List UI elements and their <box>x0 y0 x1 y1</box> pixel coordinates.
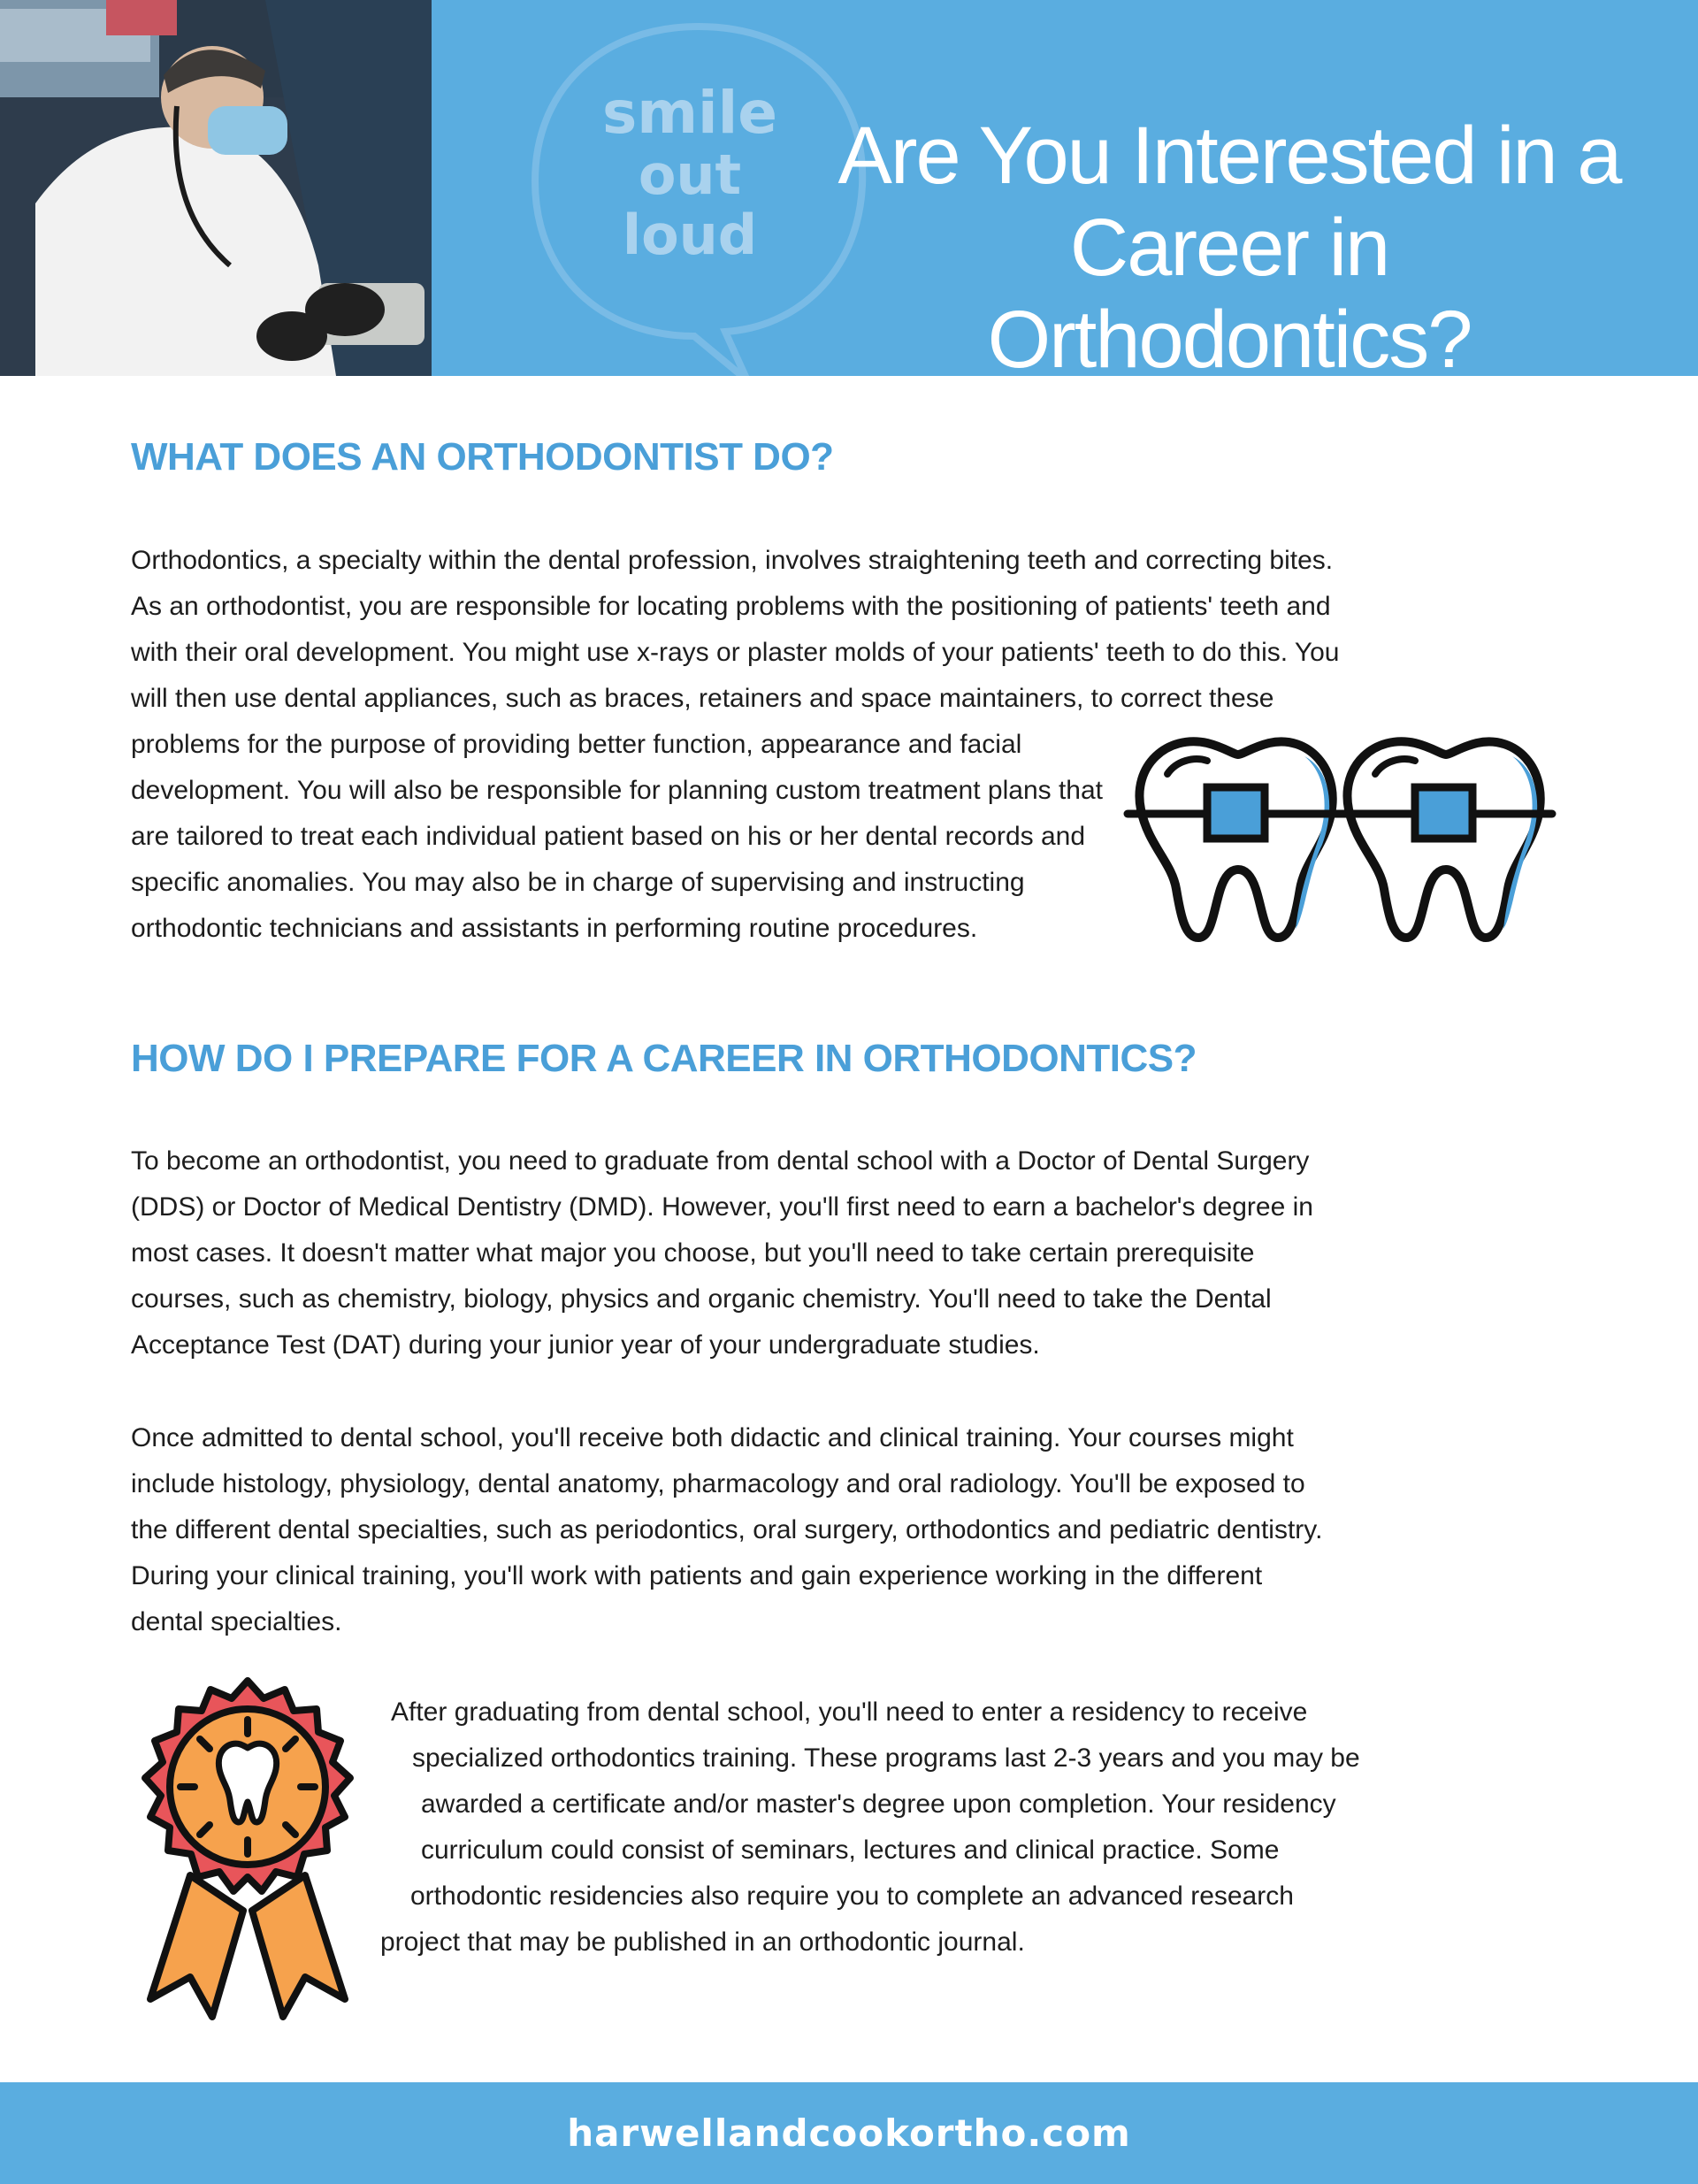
website-link[interactable]: harwellandcookortho.com <box>567 2111 1131 2155</box>
page-title-line1: Are You Interested in a <box>838 111 1621 201</box>
braces-teeth-icon <box>1123 721 1556 951</box>
paragraph-line: specific anomalies. You may also be in charge of supervising and instructing <box>131 868 1025 897</box>
orthodontist-photo <box>0 0 432 376</box>
page-title <box>822 110 1636 376</box>
paragraph-line: As an orthodontist, you are responsible for locating problems with the positioning of patients' teeth and <box>131 592 1331 621</box>
paragraph-line: are tailored to treat each individual patient based on his or her dental records and <box>131 822 1086 851</box>
paragraph-line: awarded a certificate and/or master's degree upon completion. Your residency <box>421 1789 1336 1819</box>
paragraph-line: development. You will also be responsible for planning custom treatment plans that <box>131 776 1103 805</box>
logo-line-loud: loud <box>622 203 758 267</box>
paragraph-line: dental specialties. <box>131 1607 342 1636</box>
paragraph-line: the different dental specialties, such as periodontics, oral surgery, orthodontics and pediatric dentistry. <box>131 1515 1323 1544</box>
section2-paragraph-2 <box>131 1415 1322 1645</box>
section-heading-how-prepare: HOW DO I PREPARE FOR A CAREER IN ORTHODONTICS? <box>131 1037 1197 1080</box>
logo-text <box>593 79 787 267</box>
paragraph-line: orthodontic technicians and assistants in performing routine procedures. <box>131 914 978 943</box>
paragraph-line: project that may be published in an orthodontic journal. <box>380 1927 1025 1957</box>
section-heading-what-does: WHAT DOES AN ORTHODONTIST DO? <box>131 435 834 479</box>
paragraph-line: curriculum could consist of seminars, lectures and clinical practice. Some <box>421 1835 1280 1865</box>
paragraph-line: Acceptance Test (DAT) during your junior year of your undergraduate studies. <box>131 1330 1040 1360</box>
paragraph-line: (DDS) or Doctor of Medical Dentistry (DMD). However, you'll first need to earn a bachelor's degree in <box>131 1192 1313 1222</box>
paragraph-line: with their oral development. You might use x-rays or plaster molds of your patients' teeth to do this. You <box>131 638 1340 667</box>
footer-bar <box>0 2082 1698 2184</box>
paragraph-line: Orthodontics, a specialty within the dental profession, involves straightening teeth and correcting bites. <box>131 546 1334 575</box>
paragraph-line: After graduating from dental school, you'll need to enter a residency to receive <box>391 1697 1308 1727</box>
logo-line-smile: smile <box>601 79 778 147</box>
page-title-line2: Career in Orthodontics? <box>987 203 1472 376</box>
paragraph-line: will then use dental appliances, such as braces, retainers and space maintainers, to correct these <box>131 684 1274 713</box>
section2-paragraph-3 <box>380 1690 1360 1966</box>
paragraph-line: specialized orthodontics training. These programs last 2-3 years and you may be <box>412 1743 1360 1773</box>
paragraph-line: To become an orthodontist, you need to graduate from dental school with a Doctor of Dental Surgery <box>131 1146 1310 1176</box>
paragraph-line: courses, such as chemistry, biology, physics and organic chemistry. You'll need to take the Dental <box>131 1284 1272 1314</box>
paragraph-line: most cases. It doesn't matter what major you choose, but you'll need to take certain prerequisite <box>131 1238 1255 1268</box>
paragraph-line: orthodontic residencies also require you to complete an advanced research <box>410 1881 1294 1911</box>
paragraph-line: include histology, physiology, dental anatomy, pharmacology and oral radiology. You'll be exposed to <box>131 1469 1305 1498</box>
section2-paragraph-1 <box>131 1138 1313 1368</box>
paragraph-line: problems for the purpose of providing better function, appearance and facial <box>131 730 1022 759</box>
header-banner <box>0 0 1698 376</box>
logo-line-out: out <box>638 142 742 207</box>
paragraph-line: During your clinical training, you'll work with patients and gain experience working in the different <box>131 1561 1263 1590</box>
award-ribbon-icon <box>124 1672 371 2026</box>
paragraph-line: Once admitted to dental school, you'll receive both didactic and clinical training. Your courses might <box>131 1423 1294 1452</box>
